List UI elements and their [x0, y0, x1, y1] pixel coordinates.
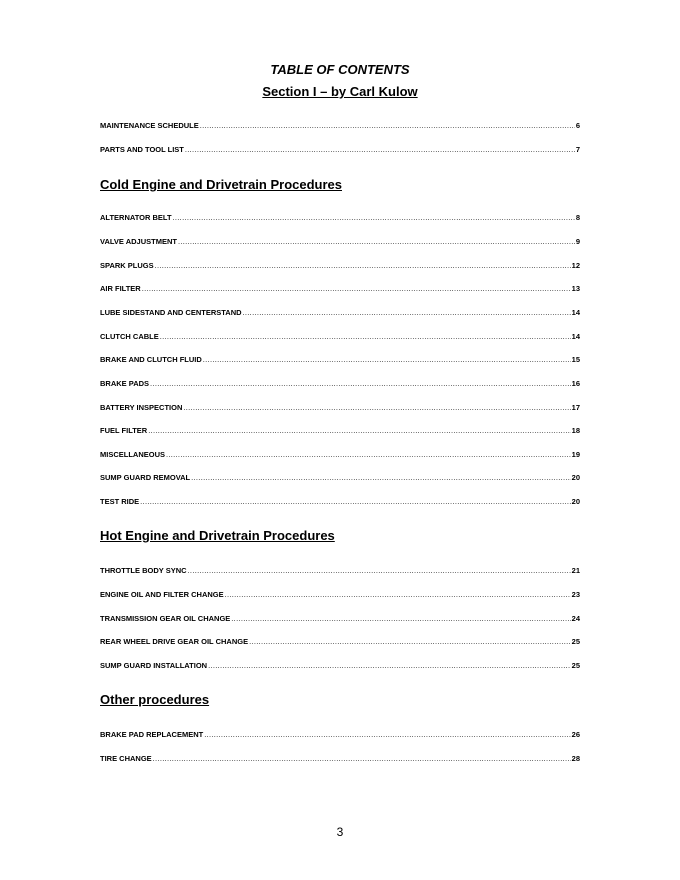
toc-entry[interactable]	[100, 449, 580, 461]
toc-entry-label: VALVE ADJUSTMENT	[100, 237, 177, 246]
toc-entry-label: BATTERY INSPECTION	[100, 403, 183, 412]
toc-entry-page: 16	[571, 379, 580, 388]
toc-entry[interactable]	[100, 378, 580, 390]
toc-entry-page: 17	[571, 403, 580, 412]
toc-entry-page: 21	[571, 566, 580, 575]
toc-entry[interactable]	[100, 144, 580, 156]
dot-leader	[142, 283, 571, 295]
toc-entry-label: ENGINE OIL AND FILTER CHANGE	[100, 590, 224, 599]
toc-entry[interactable]	[100, 120, 580, 132]
toc-entry-label: AIR FILTER	[100, 284, 141, 293]
toc-entry[interactable]	[100, 472, 580, 484]
dot-leader	[140, 496, 570, 508]
dot-leader	[173, 212, 575, 224]
section-heading: Cold Engine and Drivetrain Procedures	[100, 177, 342, 192]
toc-entry[interactable]	[100, 354, 580, 366]
toc-entry[interactable]	[100, 496, 580, 508]
toc-entry-page: 24	[571, 614, 580, 623]
dot-leader	[203, 354, 571, 366]
dot-leader	[231, 613, 570, 625]
dot-leader	[166, 449, 571, 461]
dot-leader	[148, 425, 570, 437]
dot-leader	[208, 660, 571, 672]
toc-entry-page: 15	[571, 355, 580, 364]
dot-leader	[191, 472, 571, 484]
dot-leader	[225, 589, 571, 601]
toc-entry-page: 14	[571, 332, 580, 341]
dot-leader	[160, 331, 571, 343]
toc-entry-page: 19	[571, 450, 580, 459]
toc-entry[interactable]	[100, 589, 580, 601]
toc-entry-page: 8	[575, 213, 580, 222]
toc-entry[interactable]	[100, 753, 580, 765]
dot-leader	[200, 120, 575, 132]
toc-entry-page: 20	[571, 473, 580, 482]
toc-entry-page: 12	[571, 261, 580, 270]
toc-entry[interactable]	[100, 307, 580, 319]
toc-entry[interactable]	[100, 402, 580, 414]
toc-entry-label: TRANSMISSION GEAR OIL CHANGE	[100, 614, 231, 623]
dot-leader	[153, 753, 571, 765]
dot-leader	[185, 144, 575, 156]
toc-entry-label: LUBE SIDESTAND AND CENTERSTAND	[100, 308, 242, 317]
dot-leader	[249, 636, 571, 648]
toc-entry[interactable]	[100, 260, 580, 272]
toc-entry-page: 28	[571, 754, 580, 763]
toc-entry-page: 6	[575, 121, 580, 130]
toc-entry-page: 26	[571, 730, 580, 739]
toc-entry-label: REAR WHEEL DRIVE GEAR OIL CHANGE	[100, 637, 249, 646]
dot-leader	[188, 565, 571, 577]
dot-leader	[204, 729, 570, 741]
toc-entry-label: TIRE CHANGE	[100, 754, 152, 763]
toc-entry-page: 25	[571, 661, 580, 670]
section-heading: Hot Engine and Drivetrain Procedures	[100, 528, 335, 543]
toc-entry[interactable]	[100, 283, 580, 295]
toc-entry-label: THROTTLE BODY SYNC	[100, 566, 187, 575]
dot-leader	[243, 307, 571, 319]
dot-leader	[183, 402, 570, 414]
toc-entry-label: FUEL FILTER	[100, 426, 148, 435]
toc-entry[interactable]	[100, 636, 580, 648]
toc-entry-page: 18	[571, 426, 580, 435]
toc-entry-label: SUMP GUARD REMOVAL	[100, 473, 191, 482]
toc-entry-label: MAINTENANCE SCHEDULE	[100, 121, 199, 130]
toc-entry[interactable]	[100, 212, 580, 224]
toc-entry-label: CLUTCH CABLE	[100, 332, 159, 341]
toc-entry[interactable]	[100, 613, 580, 625]
section-heading: Other procedures	[100, 692, 210, 707]
dot-leader	[150, 378, 571, 390]
toc-entry-page: 23	[571, 590, 580, 599]
toc-entry-label: SPARK PLUGS	[100, 261, 154, 270]
toc-entry-label: BRAKE PADS	[100, 379, 150, 388]
toc-entry-label: ALTERNATOR BELT	[100, 213, 172, 222]
toc-entry-label: BRAKE AND CLUTCH FLUID	[100, 355, 202, 364]
toc-entry[interactable]	[100, 565, 580, 577]
toc-entry-page: 20	[571, 497, 580, 506]
toc-entry-page: 13	[571, 284, 580, 293]
toc-entry-label: SUMP GUARD INSTALLATION	[100, 661, 208, 670]
toc-entry-label: BRAKE PAD REPLACEMENT	[100, 730, 204, 739]
toc-entry-page: 14	[571, 308, 580, 317]
page-title: TABLE OF CONTENTS	[270, 62, 410, 77]
toc-entry-page: 9	[575, 237, 580, 246]
toc-entry[interactable]	[100, 660, 580, 672]
toc-entry-page: 7	[575, 145, 580, 154]
page-subtitle: Section I – by Carl Kulow	[262, 84, 418, 99]
toc-entry-label: TEST RIDE	[100, 497, 140, 506]
toc-entry[interactable]	[100, 729, 580, 741]
toc-entry[interactable]	[100, 425, 580, 437]
dot-leader	[178, 236, 575, 248]
toc-entry[interactable]	[100, 331, 580, 343]
toc-entry-label: PARTS AND TOOL LIST	[100, 145, 184, 154]
toc-entry[interactable]	[100, 236, 580, 248]
toc-entry-page: 25	[571, 637, 580, 646]
toc-entry-label: MISCELLANEOUS	[100, 450, 166, 459]
dot-leader	[155, 260, 571, 272]
page-number: 3	[336, 825, 344, 839]
